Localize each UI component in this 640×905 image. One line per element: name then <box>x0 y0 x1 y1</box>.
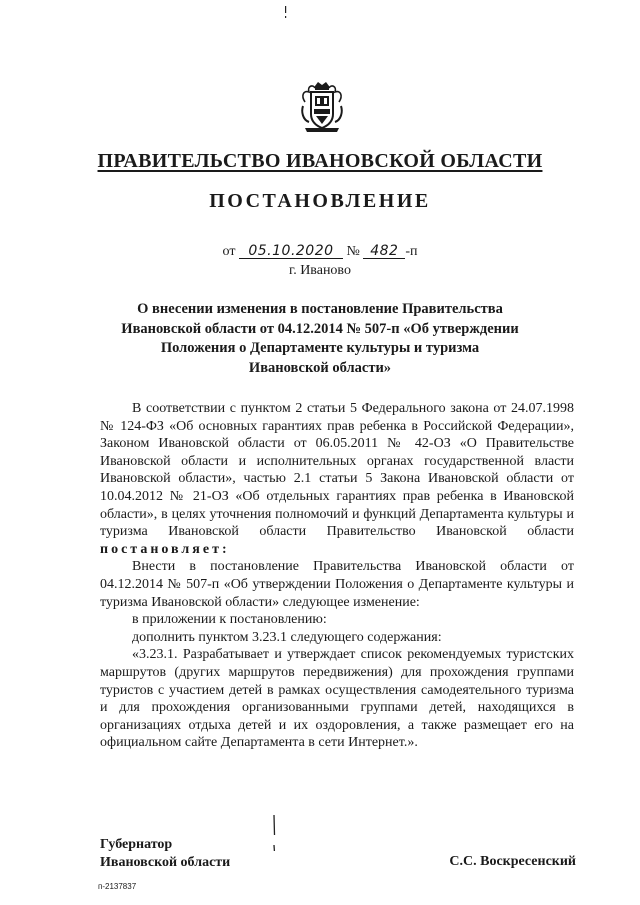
amendment-paragraph: «3.23.1. Разрабатывает и утверждает список рекомендуемых туристских маршрутов (других маршрутов передвижения) для прохождения группами туристов с участием детей в рамках осуществления самодеятельного туризма и для прохождения организованными группами детей, находящихся в организациях отдыха детей и их оздоровления, а также размещает его на официальном сайте Департамента в сети Интернет.». <box>100 647 574 751</box>
number-prefix: № <box>346 244 360 259</box>
body-paragraph: в приложении к постановлению: <box>132 612 327 628</box>
date-prefix: от <box>222 244 236 259</box>
signatory-title-line: Губернатор <box>100 837 173 852</box>
heading-line: Ивановской области от 04.12.2014 № 507-п «Об утверждении <box>121 320 519 337</box>
number-suffix: -п <box>405 244 418 259</box>
preamble-paragraph <box>100 400 574 558</box>
city: г. Иваново <box>289 263 351 278</box>
signatory-name: С.С. Воскресенский <box>449 854 576 869</box>
document-type: ПОСТАНОВЛЕНИЕ <box>209 190 431 212</box>
decree-heading <box>100 300 540 378</box>
decree-date: 05.10.2020 <box>239 244 343 259</box>
signatory-title <box>100 836 230 872</box>
decree-word: постановляет: <box>100 541 230 557</box>
decree-number: 482 <box>363 244 405 259</box>
coat-of-arms-icon <box>299 82 345 134</box>
government-title: ПРАВИТЕЛЬСТВО ИВАНОВСКОЙ ОБЛАСТИ <box>97 150 543 172</box>
heading-line: О внесении изменения в постановление Правительства <box>137 301 503 317</box>
date-number-line <box>0 244 640 260</box>
body-paragraph: Внести в постановление Правительства Ивановской области от 04.12.2014 № 507-п «Об утверждении Положения о Департаменте культуры и туризма Ивановской области» следующее изменение: <box>100 559 574 610</box>
signatory-title-line: Ивановской области <box>100 855 231 870</box>
heading-line: Ивановской области» <box>248 359 392 376</box>
scan-mark <box>284 6 287 20</box>
decree-body <box>100 400 574 752</box>
document-code: п-2137837 <box>98 882 137 891</box>
preamble-text: В соответствии с пунктом 2 статьи 5 Федерального закона от 24.07.1998 № 124-ФЗ «Об основных гарантиях прав ребенка в Российской Федерации», Законом Ивановской области от 06.05.2011 № 42-ОЗ «О Правительстве Ивановской области и исполнительных органах государственной власти Ивановской области», частью 2.1 статьи 5 Закона Ивановской области от 10.04.2012 № 21-ОЗ «Об отдельных гарантиях прав ребенка в Ивановской области», в целях уточнения полномочий и функций Департамента культуры и туризма Ивановской области Правительство Ивановской области <box>100 401 574 540</box>
signature-mark <box>270 815 278 855</box>
body-paragraph: дополнить пунктом 3.23.1 следующего содержания: <box>132 629 442 645</box>
heading-line: Положения о Департаменте культуры и туризма <box>160 340 480 356</box>
